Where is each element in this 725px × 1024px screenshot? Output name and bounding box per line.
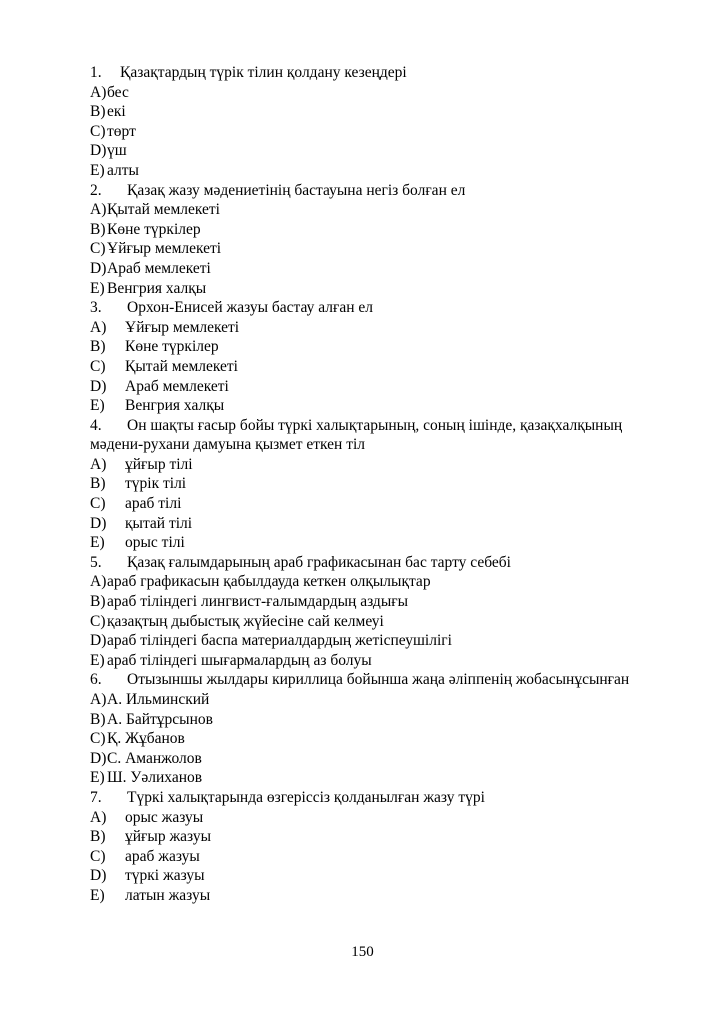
option-letter: C) (90, 612, 106, 630)
answer-option (90, 122, 690, 142)
option-text: Қытай мемлекеті (125, 357, 238, 375)
answer-option (90, 808, 690, 828)
option-letter: B) (90, 220, 106, 238)
option-text: А. Байтұрсынов (107, 710, 213, 728)
answer-option (90, 279, 690, 299)
option-letter: C) (90, 730, 106, 748)
question-line (90, 181, 690, 201)
answer-option (90, 494, 690, 514)
answer-option (90, 514, 690, 534)
question-text: Орхон-Енисей жазуы бастау алған ел (127, 299, 374, 317)
answer-option (90, 161, 690, 181)
question-block (90, 788, 690, 906)
question-line (90, 416, 690, 436)
answer-option (90, 612, 690, 632)
answer-option (90, 337, 690, 357)
answer-option (90, 866, 690, 886)
answer-option (90, 318, 690, 338)
option-letter: D) (90, 142, 107, 160)
option-letter: D) (90, 749, 107, 767)
answer-option (90, 847, 690, 867)
option-text: араб графикасын қабылдауда кеткен олқылықтар (107, 573, 431, 591)
question-text: Қазақтардың түрік тілин қолдану кезеңдері (120, 64, 407, 81)
option-letter: E) (90, 534, 105, 552)
option-letter: B) (90, 828, 106, 846)
option-text: бес (107, 83, 129, 101)
option-letter: E) (90, 161, 105, 179)
question-line (90, 670, 690, 690)
answer-option (90, 572, 690, 592)
question-text: Отызыншы жылдары кириллица бойынша жаңа әліппенің жобасынұсынған (127, 671, 630, 689)
option-letter: E) (90, 769, 105, 787)
option-text: орыс жазуы (125, 808, 204, 826)
answer-option (90, 102, 690, 122)
question-block (90, 553, 690, 671)
option-letter: C) (90, 240, 106, 258)
option-text: түрік тілі (125, 475, 187, 493)
question-text-continued: мәдени-рухани дамуына қызмет еткен тіл (90, 436, 366, 454)
option-letter: D) (90, 867, 107, 885)
option-text: Көне түркілер (125, 338, 219, 356)
option-letter: E) (90, 651, 105, 669)
option-text: Араб мемлекеті (107, 259, 211, 277)
question-number: 3. (90, 299, 102, 317)
option-text: араб жазуы (125, 847, 200, 865)
question-block (90, 181, 690, 299)
answer-option (90, 396, 690, 416)
option-text: Араб мемлекеті (125, 377, 229, 395)
answer-option (90, 592, 690, 612)
page-number: 150 (351, 944, 374, 960)
option-text: С. Аманжолов (107, 749, 202, 767)
option-letter: C) (90, 495, 106, 513)
option-letter: C) (90, 847, 106, 865)
option-letter: B) (90, 475, 106, 493)
option-text: қытай тілі (125, 514, 193, 532)
option-text: орыс тілі (125, 534, 185, 552)
question-text: Қазақ ғалымдарының араб графикасынан бас тарту себебі (127, 553, 511, 571)
question-number: 1. (90, 64, 102, 81)
option-text: араб тіліндегі лингвист-ғалымдардың аздығы (107, 593, 409, 611)
option-letter: C) (90, 122, 106, 140)
option-text: Венгрия халқы (107, 279, 207, 297)
option-text: латын жазуы (125, 886, 211, 904)
option-text: түркі жазуы (125, 867, 205, 885)
option-letter: D) (90, 377, 107, 395)
option-letter: B) (90, 103, 106, 121)
answer-option (90, 377, 690, 397)
option-letter: D) (90, 514, 107, 532)
question-line (90, 298, 690, 318)
option-letter: B) (90, 593, 106, 611)
answer-option (90, 200, 690, 220)
option-letter: D) (90, 632, 107, 650)
answer-option (90, 631, 690, 651)
option-text: Ұйғыр мемлекеті (107, 240, 222, 258)
answer-option (90, 259, 690, 279)
question-block (90, 670, 690, 788)
option-text: үш (107, 142, 127, 160)
option-letter: A) (90, 573, 107, 591)
question-line (90, 788, 690, 808)
answer-option (90, 768, 690, 788)
option-letter: C) (90, 357, 106, 375)
answer-option (90, 827, 690, 847)
option-text: қазақтың дыбыстық жүйесіне сай келмеуі (107, 612, 384, 630)
answer-option (90, 690, 690, 710)
question-block (90, 298, 690, 416)
answer-option (90, 239, 690, 259)
question-text: Түркі халықтарында өзгеріссіз қолданылған жазу түрі (127, 788, 485, 806)
question-number: 6. (90, 671, 102, 689)
answer-option (90, 141, 690, 161)
option-text: араб тілі (125, 495, 182, 513)
option-text: Қытай мемлекеті (107, 201, 220, 219)
option-text: Ш. Уәлиханов (107, 769, 203, 787)
question-text: Он шақты ғасыр бойы түркі халықтарының, соның ішінде, қазақхалқының (127, 416, 623, 434)
option-letter: E) (90, 397, 105, 415)
question-number: 5. (90, 553, 102, 571)
answer-option (90, 220, 690, 240)
option-letter: A) (90, 455, 107, 473)
answer-option (90, 710, 690, 730)
option-text: екі (107, 103, 126, 121)
option-letter: B) (90, 338, 106, 356)
answer-option (90, 749, 690, 769)
option-text: араб тіліндегі шығармалардың аз болуы (107, 651, 372, 669)
answer-option (90, 729, 690, 749)
question-line-continued (90, 435, 690, 455)
question-number: 2. (90, 181, 102, 199)
question-line (90, 63, 690, 83)
option-text: Қ. Жұбанов (107, 730, 185, 748)
answer-option (90, 474, 690, 494)
option-text: ұйғыр жазуы (125, 828, 211, 846)
option-text: алты (107, 161, 139, 179)
option-letter: A) (90, 83, 107, 101)
option-letter: A) (90, 201, 107, 219)
option-text: төрт (107, 122, 136, 140)
option-letter: A) (90, 318, 107, 336)
option-text: А. Ильминский (107, 691, 210, 708)
option-letter: D) (90, 259, 107, 277)
option-text: араб тіліндегі баспа материалдардың жетіспеушілігі (107, 632, 452, 650)
option-text: Ұйғыр мемлекеті (125, 318, 240, 336)
question-text: Қазақ жазу мәдениетінің бастауына негіз болған ел (127, 181, 466, 199)
answer-option (90, 886, 690, 906)
option-text: Көне түркілер (107, 220, 201, 238)
option-text: ұйғыр тілі (125, 455, 193, 473)
option-letter: B) (90, 710, 106, 728)
option-letter: E) (90, 279, 105, 297)
question-block (90, 63, 690, 181)
question-list (90, 63, 690, 906)
option-text: Венгрия халқы (125, 397, 225, 415)
question-number: 7. (90, 788, 102, 806)
option-letter: A) (90, 808, 107, 826)
question-block (90, 416, 690, 553)
answer-option (90, 533, 690, 553)
option-letter: E) (90, 886, 105, 904)
question-line (90, 553, 690, 573)
answer-option (90, 651, 690, 671)
option-letter: A) (90, 691, 107, 708)
answer-option (90, 83, 690, 103)
question-number: 4. (90, 416, 102, 434)
answer-option (90, 357, 690, 377)
answer-option (90, 455, 690, 475)
